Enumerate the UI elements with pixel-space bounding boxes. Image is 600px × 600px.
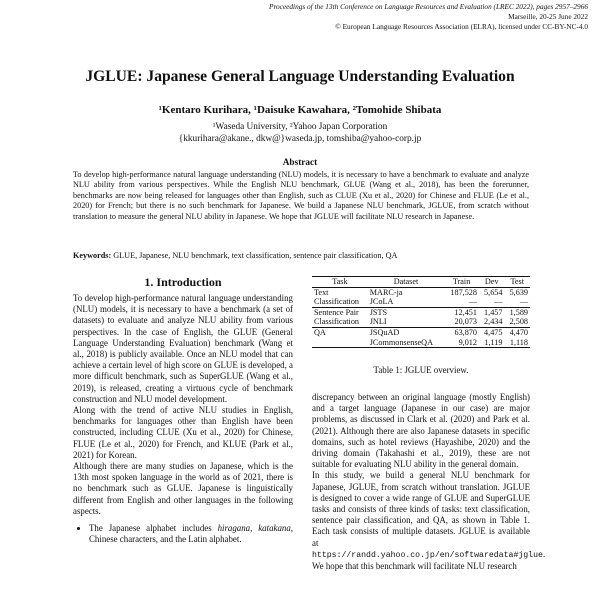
bullet-term-katakana: katakana bbox=[258, 523, 291, 534]
intro-paragraph-2: Along with the trend of active NLU studies in English, benchmarks for languages other than English have been constructed, including CLUE (Xu et al., 2020) for Chinese, FLUE (Le et al., 2020) for French, and KLUE (Park et al., 2021) for Korean. bbox=[73, 405, 293, 460]
cell-dev: 5,654 bbox=[484, 287, 503, 297]
cell-dataset: MARC-ja bbox=[369, 287, 403, 297]
cell-test: 2,508 bbox=[509, 317, 528, 327]
cell-train: 12,451 bbox=[444, 307, 479, 317]
list-item bbox=[89, 523, 293, 545]
affiliation-block bbox=[0, 121, 600, 145]
intro-paragraph-1: To develop high-performance natural language understanding (NLU) models, it is necessary to have a benchmark (a set of datasets) to evaluate and analyze NLU ability from various perspectives. In the case of English, the GLUE (General Language Understanding Evaluation) benchmark (Wang et al., 2018) is publicly available. Once an NLU model that can achieve a certain level of high score on GLUE is developed, a more difficult benchmark, such as SuperGLUE (Wang et al., 2019), is released, creating a virtuous cycle of benchmark construction and NLU model development. bbox=[73, 293, 293, 404]
table-row bbox=[312, 297, 530, 307]
affiliation-line: ¹Waseda University, ²Yahoo Japan Corporation bbox=[212, 122, 388, 132]
cell-dataset: JCommonsenseQA bbox=[368, 338, 444, 348]
cell-dataset: JNLI bbox=[369, 317, 387, 327]
right-paragraph-2-end: . We hope that this benchmark will facilitate NLU research bbox=[312, 548, 546, 572]
cell-test: 1,589 bbox=[504, 307, 530, 317]
cell-task: QA bbox=[312, 327, 368, 337]
cell-train: 63,870 bbox=[444, 327, 479, 337]
cell-test: 4,470 bbox=[504, 327, 530, 337]
cell-task: Sentence Pair bbox=[312, 307, 368, 317]
table-row bbox=[312, 287, 530, 297]
right-paragraph-2 bbox=[312, 470, 546, 572]
table-row bbox=[312, 307, 530, 317]
aspect-list bbox=[73, 523, 293, 545]
abstract-text: To develop high-performance natural language understanding (NLU) models, it is necessary to have a benchmark to evaluate and analyze NLU ability from various perspectives. While the English NLU benchmark, GLUE (Wang et al., 2018), has been the forerunner, benchmarks are now being released for languages other than English, such as CLUE (Xu et al., 2020) for Chinese and FLUE (Le et al., 2020) for French; but there is no such benchmark for Japanese. We build a Japanese NLU benchmark, JGLUE, from scratch without translation to measure the general NLU ability in Japanese. We hope that JGLUE will facilitate NLU research in Japanese. bbox=[73, 170, 529, 221]
cell-task: Classification bbox=[314, 317, 360, 327]
cell-dev: 1,457 bbox=[479, 307, 504, 317]
cell-test: 1,118 bbox=[504, 338, 530, 348]
keywords-label: Keywords: bbox=[73, 251, 112, 260]
cell-task bbox=[312, 338, 368, 348]
table-row bbox=[312, 327, 530, 337]
intro-paragraph-3: Although there are many studies on Japanese, which is the 13th most spoken language in the world as of 2021, there is no benchmark such as GLUE. Japanese is linguistically different from English and other languages in the following aspects. bbox=[73, 461, 293, 516]
cell-train: 187,528 bbox=[450, 287, 477, 297]
cell-train: — bbox=[468, 297, 477, 307]
cell-train: 20,073 bbox=[454, 317, 477, 327]
cell-test: — bbox=[519, 297, 528, 307]
paper-title: JGLUE: Japanese General Language Understanding Evaluation bbox=[85, 68, 515, 85]
header-train: Train bbox=[444, 277, 479, 288]
bullet-term-hiragana: hiragana bbox=[217, 523, 251, 534]
license-line: © European Language Resources Association (ELRA), licensed under CC-BY-NC-4.0 bbox=[335, 22, 588, 32]
section-heading-introduction: 1. Introduction bbox=[144, 275, 222, 289]
cell-task: Text bbox=[314, 287, 329, 297]
cell-dev: 2,434 bbox=[484, 317, 503, 327]
jglue-url-link[interactable]: https://randd.yahoo.co.jp/en/softwaredata#jglue bbox=[312, 550, 543, 560]
header-dev: Dev bbox=[479, 277, 504, 288]
email-line: {kkurihara@akane., dkw@}waseda.jp, tomshiba@yahoo-corp.jp bbox=[178, 134, 422, 144]
table-caption: Table 1: JGLUE overview. bbox=[373, 365, 469, 375]
cell-train: 9,012 bbox=[444, 338, 479, 348]
abstract-heading: Abstract bbox=[282, 158, 318, 168]
bullet-text-end: , Chinese characters, and the Latin alphabet. bbox=[89, 523, 293, 545]
keywords-line bbox=[73, 251, 529, 260]
cell-dataset: JSQuAD bbox=[368, 327, 444, 337]
cell-dataset: JSTS bbox=[368, 307, 444, 317]
jglue-overview-table bbox=[312, 276, 530, 348]
header-test: Test bbox=[504, 277, 530, 288]
right-column bbox=[312, 392, 546, 572]
header-task: Task bbox=[312, 277, 368, 288]
author-list: ¹Kentaro Kurihara, ¹Daisuke Kawahara, ²Tomohide Shibata bbox=[158, 104, 442, 116]
cell-task: Classification bbox=[314, 297, 360, 307]
table-row bbox=[312, 317, 530, 327]
publication-header bbox=[28, 2, 588, 33]
cell-dataset: JCoLA bbox=[369, 297, 394, 307]
cell-dev: — bbox=[494, 297, 503, 307]
left-column bbox=[73, 293, 293, 545]
table-header-row bbox=[312, 277, 530, 288]
cell-dev: 1,119 bbox=[479, 338, 504, 348]
right-paragraph-1: discrepancy between an original language (mostly English) and a target language (Japanese in our case) are major problems, as discussed in Clark et al. (2020) and Park et al. (2021). Although there are also Japanese datasets in specific domains, such as hotel reviews (Hayashibe, 2020) and the driving domain (Takahashi et al., 2019), these are not suitable for evaluating NLU ability in the general domain. bbox=[312, 392, 530, 470]
header-dataset: Dataset bbox=[368, 277, 444, 288]
cell-dev: 4,475 bbox=[479, 327, 504, 337]
right-paragraph-2-start: In this study, we build a general NLU benchmark for Japanese, JGLUE, from scratch without translation. JGLUE is designed to cover a wide range of GLUE and SuperGLUE tasks and consists of three kinds of tasks: text classification, sentence pair classification, and QA, as shown in Table 1. Each task consists of multiple datasets. JGLUE is available at bbox=[312, 470, 530, 548]
keywords-text: GLUE, Japanese, NLU benchmark, text classification, sentence pair classification, QA bbox=[111, 251, 398, 260]
table-row bbox=[312, 338, 530, 348]
bullet-separator: , bbox=[250, 523, 259, 534]
bullet-text-start: The Japanese alphabet includes bbox=[89, 523, 218, 534]
venue-line: Marseille, 20-25 June 2022 bbox=[508, 12, 588, 22]
cell-test: 5,639 bbox=[509, 287, 528, 297]
proceedings-line: Proceedings of the 13th Conference on Language Resources and Evaluation (LREC 2022), pages 2957–2966 bbox=[269, 2, 588, 11]
